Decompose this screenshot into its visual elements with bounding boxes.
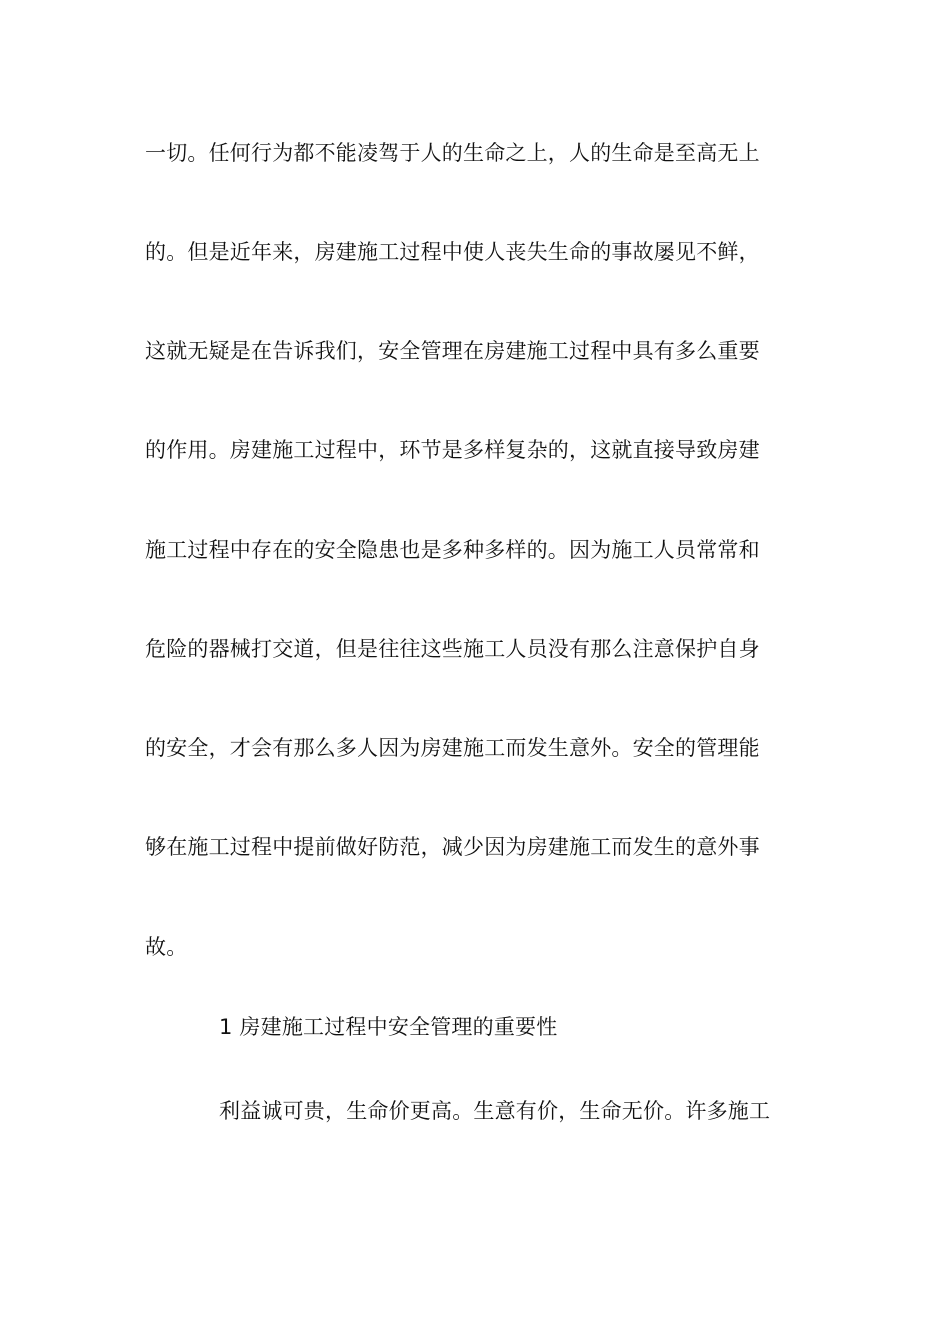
paragraph-line: 利益诚可贵，生命价更高。生意有价，生命无价。许多施工 [219,1099,771,1123]
paragraph-line: 故。 [145,935,188,959]
paragraph-line: 这就无疑是在告诉我们，安全管理在房建施工过程中具有多么重要 [145,339,760,363]
paragraph-line: 够在施工过程中提前做好防范，减少因为房建施工而发生的意外事 [145,835,760,859]
paragraph-line: 施工过程中存在的安全隐患也是多种多样的。因为施工人员常常和 [145,538,760,562]
paragraph-line: 危险的器械打交道，但是往往这些施工人员没有那么注意保护自身 [145,637,760,661]
section-heading: 1 房建施工过程中安全管理的重要性 [219,1015,558,1039]
paragraph-line: 的安全，才会有那么多人因为房建施工而发生意外。安全的管理能 [145,736,760,760]
paragraph-line: 的作用。房建施工过程中，环节是多样复杂的，这就直接导致房建 [145,438,760,462]
paragraph-line: 的。但是近年来，房建施工过程中使人丧失生命的事故屡见不鲜， [145,240,760,264]
paragraph-line: 一切。任何行为都不能凌驾于人的生命之上，人的生命是至高无上 [145,141,760,165]
